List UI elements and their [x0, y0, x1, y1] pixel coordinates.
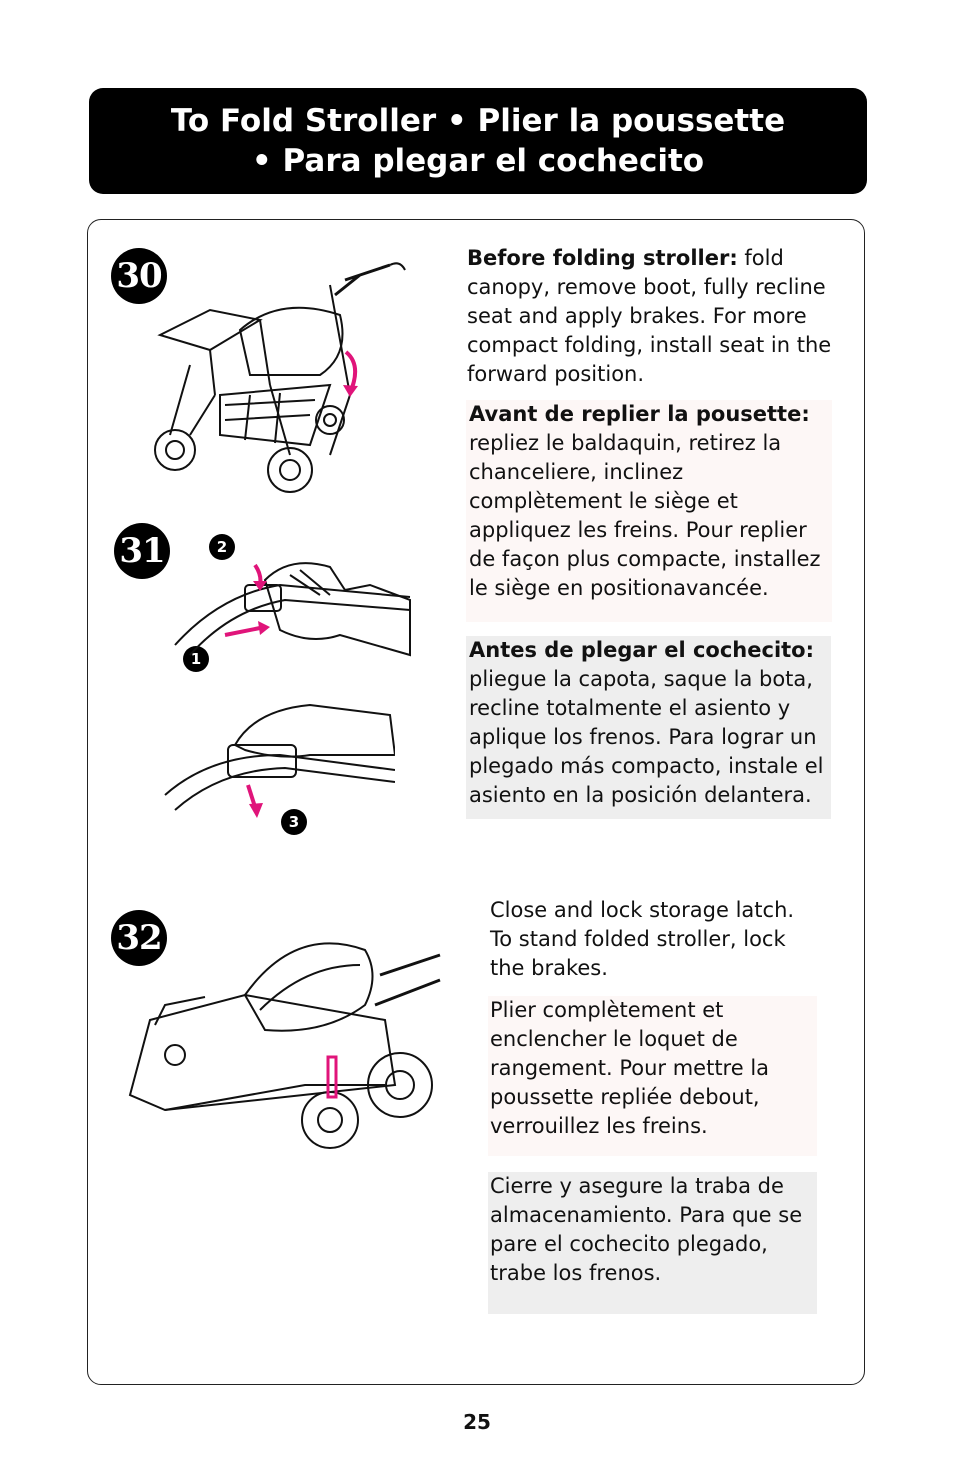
step-30-french-text [466, 400, 832, 622]
step-30-english-body: fold canopy, remove boot, fully recline seat and apply brakes. For more compact folding, install seat in the forward position. [467, 246, 832, 386]
step-30-spanish-lead: Antes de plegar el cochecito: [469, 638, 815, 662]
step-30-english-text [467, 244, 837, 389]
step-30-spanish-text [466, 636, 831, 819]
step-30-french-body: repliez le baldaquin, retirez la chanceliere, inclinez complètement le siège et appliquez les freins. Pour replier de façon plus compacte, installez le siège en positionavancée. [469, 431, 821, 600]
sub-step-2-badge: 2 [209, 534, 235, 560]
step-32-spanish-text: Cierre y asegure la traba de almacenamiento. Para que se pare el cochecito plegado, trabe los frenos. [488, 1172, 817, 1314]
step-31-badge: 31 [114, 523, 170, 579]
stroller-folded-illustration [125, 935, 445, 1155]
stroller-unfolded-illustration [150, 255, 410, 495]
step-30-french-lead: Avant de replier la pousette: [469, 402, 810, 426]
step-30-badge: 30 [111, 248, 167, 304]
sub-step-1-badge: 1 [183, 646, 209, 672]
sub-step-3-badge: 3 [281, 809, 307, 835]
step-32-badge: 32 [111, 910, 167, 966]
handle-release-illustration [170, 555, 415, 665]
step-32-french-text: Plier complètement et enclencher le loquet de rangement. Pour mettre la poussette repliée debout, verrouillez les freins. [488, 996, 817, 1156]
header-title-line-2: • Para plegar el cochecito [251, 143, 705, 179]
step-30-english-lead: Before folding stroller: [467, 246, 738, 270]
step-32-english-text: Close and lock storage latch. To stand folded stroller, lock the brakes. [490, 898, 795, 980]
page-header [89, 88, 867, 194]
handle-push-down-illustration [160, 700, 395, 820]
header-title-line-1: To Fold Stroller • Plier la poussette [170, 103, 786, 139]
step-30-spanish-body: pliegue la capota, saque la bota, recline totalmente el asiento y aplique los frenos. Para lograr un plegado más compacto, instale el asiento en la posición delantera. [469, 667, 824, 807]
page-number: 25 [463, 1410, 491, 1434]
